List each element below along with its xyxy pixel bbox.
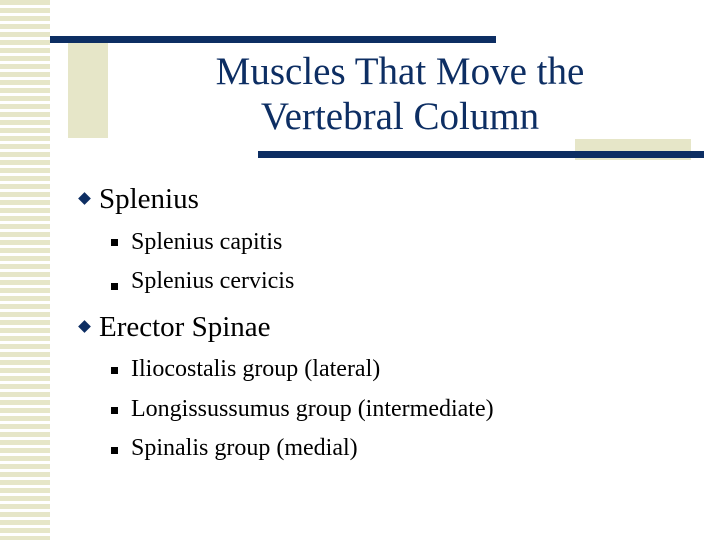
slide-title xyxy=(130,49,670,139)
square-bullet-icon xyxy=(111,447,118,454)
square-bullet-icon xyxy=(111,407,118,414)
diamond-bullet-icon xyxy=(78,320,91,333)
sub-bullet-item: Longissussumus group (intermediate) xyxy=(131,396,494,422)
sub-bullet-item: Splenius cervicis xyxy=(131,268,295,294)
square-bullet-icon xyxy=(111,367,118,374)
decorative-block-left xyxy=(68,40,108,138)
title-line: Vertebral Column xyxy=(260,95,540,138)
sub-bullet-item: Iliocostalis group (lateral) xyxy=(131,356,381,382)
square-bullet-icon xyxy=(111,283,118,290)
sub-bullet-item: Spinalis group (medial) xyxy=(131,435,358,461)
bullet-heading: Erector Spinae xyxy=(99,311,271,343)
diamond-bullet-icon xyxy=(78,192,91,205)
bullet-heading: Splenius xyxy=(99,183,199,215)
sub-bullet-item: Splenius capitis xyxy=(131,229,283,255)
title-line: Muscles That Move the xyxy=(215,50,585,93)
title-bottom-rule xyxy=(258,151,704,158)
title-top-rule xyxy=(50,36,496,43)
decorative-stripe-strip xyxy=(0,0,50,540)
square-bullet-icon xyxy=(111,239,118,246)
